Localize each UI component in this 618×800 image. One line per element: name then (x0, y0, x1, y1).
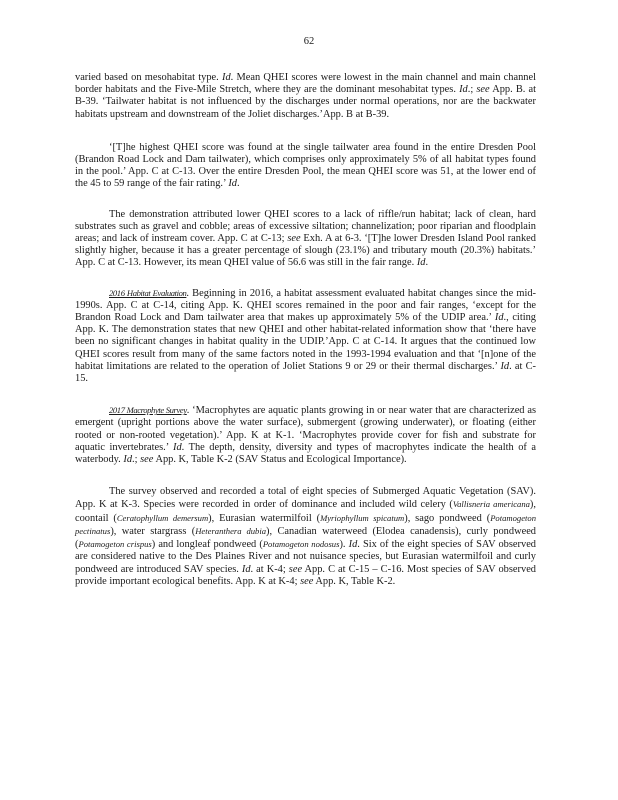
emphasis-text: Heteranthera dubia (195, 525, 267, 536)
text-run: ) and longleaf pondweed ( (151, 539, 263, 551)
text-run: . (425, 257, 429, 269)
text-run: .; (132, 454, 141, 466)
page-number: 62 (303, 36, 315, 47)
text-run: ), water stargrass ( (110, 525, 196, 537)
text-run: . Mean QHEI scores were lowest in the main channel and main channel border habitats and the Five-Mile Stretch, where they are the dominant mesohabitat types. (75, 72, 536, 96)
emphasis-text: Id (459, 84, 468, 96)
text-run: ), sago pondweed ( (404, 512, 491, 524)
text-run: . (236, 178, 240, 190)
text-run: . Beginning in 2016, a habitat assessment evaluated habitat changes since the mid-1990s. App. C at C-14, citing App. K. QHEI scores remained in the poor and fair ranges, ‘except for the Brandon Road Lock and Dam tailwater area that makes up approximately 5% of the UDIP area.’ (75, 287, 536, 324)
text-run: . at K-4; (250, 563, 289, 575)
emphasis-text: Potamogeton crispus (78, 539, 152, 550)
emphasis-text: Myriophyllum spicatum (320, 512, 405, 523)
emphasis-text: see (300, 575, 314, 587)
text-run: ), Canadian waterweed (Elodea canadensis), curly pondweed ( (75, 525, 536, 551)
text-run: App. K, Table K-2. (313, 575, 396, 587)
paragraph (75, 72, 536, 121)
text-run: ). (339, 539, 349, 551)
text-run: The demonstration attributed lower QHEI scores to a lack of riffle/run habitat; lack of clean, hard substrates such as gravel and cobble; areas of excessive siltation; channelization; poor riparian and floodplain areas; and lack of instream cover. App. C at C-13; (75, 208, 536, 245)
text-run: ), coontail ( (75, 499, 536, 524)
emphasis-text: Id (221, 72, 231, 83)
emphasis-text: Id (348, 539, 358, 551)
text-run: The survey observed and recorded a total of eight species of Submerged Aquatic Vegetation (SAV). App. K at K-3. Species were recorded in order of dominance and included wild celery ( (75, 486, 536, 511)
text-run: ., citing App. K. The demonstration states that new QHEI and other habitat-related information show that ‘there have been no significant changes in habitat quality in the UDIP.’App. C at C-14. It argues that the continued low QHEI scores result from many of the same factors noted in the 1993-1994 evaluation and that ‘[n]one of the habitat limitations are related to the operation of Joliet Stations 9 or 29 or their thermal discharges.’ (75, 312, 536, 372)
emphasis-text: Vallisneria americana (452, 499, 530, 510)
paragraph (75, 486, 536, 588)
text-run: ‘[T]he highest QHEI score was found at the single tailwater area found in the entire Dresden Pool (Brandon Road Lock and Dam tailwater), which comprises only approximately 5% of all habitat types found in the pool.’ App. C at C-13. Over the entire Dresden Pool, the mean QHEI score was 51, at the lower end of the 45 to 59 range of the fair rating.’ (75, 141, 536, 190)
emphasis-text: Id (173, 441, 182, 453)
emphasis-text: see (476, 84, 490, 96)
emphasis-text: Id (123, 454, 133, 466)
text-run: . Six of the eight species of SAV observed are considered native to the Des Plaines River and not nuisance species, but Eurasian watermilfoil and curly pondweed are introduced SAV species. (75, 539, 536, 575)
emphasis-text: see (140, 454, 154, 466)
emphasis-text: Potamogeton nodosus (262, 539, 340, 550)
text-run: Exh. A at 6-3. ‘[T]he lower Dresden Island Pool ranked slightly higher, because it has a greater percentage of slough (23.1%) and tributary mouth (20.3%) habitats.’ App. C at C-13. However, its mean QHEI value of 56.6 was still in the fair range. (75, 233, 536, 269)
body-text (75, 72, 536, 605)
emphasis-text: see (287, 233, 301, 245)
text-run: App. K, Table K-2 (SAV Status and Ecological Importance). (153, 454, 407, 466)
emphasis-text: Id (500, 360, 510, 372)
text-run: .; (467, 84, 477, 96)
section-heading: 2017 Macrophyte Survey (109, 405, 187, 416)
section-heading: 2016 Habitat Evaluation (109, 287, 187, 298)
text-run: ), Eurasian watermilfoil ( (208, 512, 321, 524)
text-run: . The depth, density, diversity and types of macrophytes indicate the health of a waterbody. (75, 441, 537, 466)
text-run: varied based on mesohabitat type. (75, 72, 222, 83)
emphasis-text: Ceratophyllum demersum (116, 512, 209, 523)
paragraph (75, 209, 536, 270)
text-run: App. B. at B-39. ‘Tailwater habitat is not influenced by the discharges under normal operations, nor are the backwater habitats upstream and downstream of the Joliet discharges.’App. B at B-39. (75, 84, 536, 120)
emphasis-text: Id (228, 178, 237, 190)
paragraph (75, 142, 536, 191)
emphasis-text: see (288, 563, 303, 575)
text-run: . ‘Macrophytes are aquatic plants growing in or near water that are characterized as emergent (upright portions above the water surface), submergent (growing underwater), or floating (either rooted or non-rooted vegetation).’ App. K at K-1. ‘Macrophytes provide cover for fish and substrate for aquatic invertebrates.’ (75, 405, 536, 453)
emphasis-text: Id (416, 257, 426, 269)
paragraph (75, 287, 536, 386)
emphasis-text: Id (494, 312, 504, 324)
paragraph (75, 404, 536, 466)
emphasis-text: Potamogeton pectinatus (75, 512, 537, 536)
emphasis-text: Id (241, 563, 251, 575)
text-run: . at C-15. (75, 360, 536, 385)
text-run: App. C at C-15 – C-16. Most species of SAV observed provide important ecological benefits. App. K at K-4; (75, 563, 536, 587)
